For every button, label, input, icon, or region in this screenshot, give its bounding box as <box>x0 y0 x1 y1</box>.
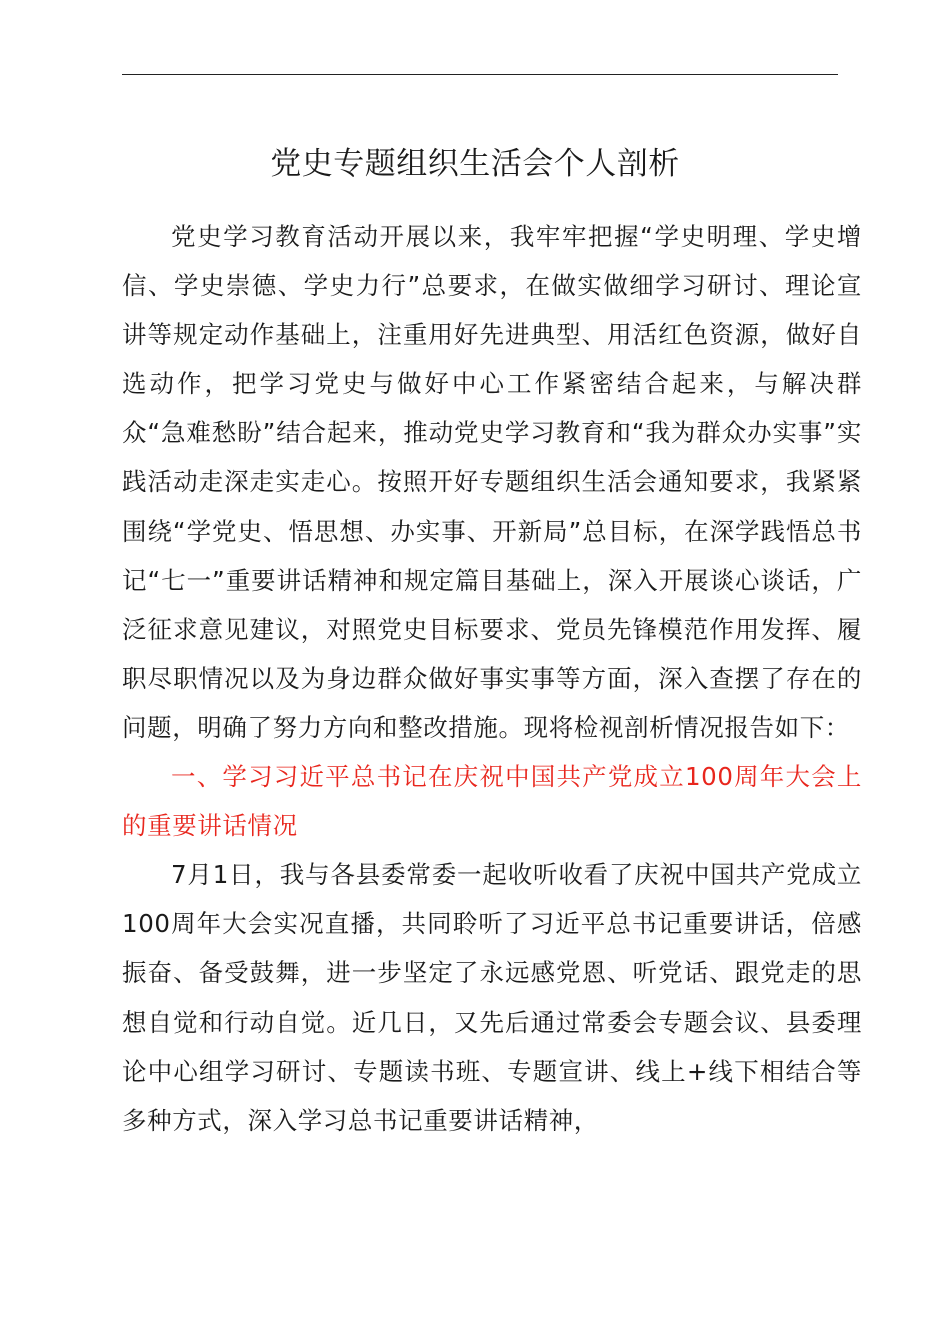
intro-paragraph: 党史学习教育活动开展以来，我牢牢把握“学史明理、学史增信、学史崇德、学史力行”总要求，在做实做细学习研讨、理论宣讲等规定动作基础上，注重用好先进典型、用活红色资源，做好自选动作，把学习党史与做好中心工作紧密结合起来，与解决群众“急难愁盼”结合起来，推动党史学习教育和“我为群众办实事”实践活动走深走实走心。按照开好专题组织生活会通知要求，我紧紧围绕“学党史、悟思想、办实事、开新局”总目标，在深学践悟总书记“七一”重要讲话精神和规定篇目基础上，深入开展谈心谈话，广泛征求意见建议，对照党史目标要求、党员先锋模范作用发挥、履职尽职情况以及为身边群众做好事实事等方面，深入查摆了存在的问题，明确了努力方向和整改措施。现将检视剖析情况报告如下： <box>122 222 862 742</box>
section-1-paragraph: 7月1日，我与各县委常委一起收听收看了庆祝中国共产党成立100周年大会实况直播，共同聆听了习近平总书记重要讲话，倍感振奋、备受鼓舞，进一步坚定了永远感党恩、听党话、跟党走的思想自觉和行动自觉。近几日，又先后通过常委会专题会议、县委理论中心组学习研讨、专题读书班、专题宣讲、线上+线下相结合等多种方式，深入学习总书记重要讲话精神， <box>122 860 862 1135</box>
document-body <box>122 212 862 1145</box>
document-title: 党史专题组织生活会个人剖析 <box>270 146 680 182</box>
header-rule <box>122 74 838 75</box>
section-heading-1: 一、学习习近平总书记在庆祝中国共产党成立100周年大会上的重要讲话情况 <box>122 762 862 841</box>
